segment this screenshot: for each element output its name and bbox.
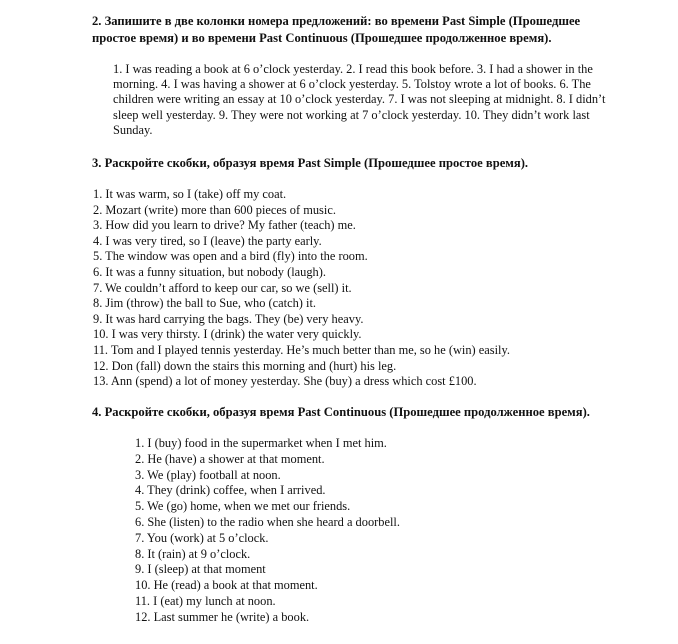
section-4-heading: 4. Раскройте скобки, образуя время Past Continuous (Прошедшее продолженное время). xyxy=(92,405,590,419)
list-item: 9. I (sleep) at that moment xyxy=(135,562,266,577)
list-item: 1. It was warm, so I (take) off my coat. xyxy=(93,187,287,201)
list-item: 3. How did you learn to drive? My father (teach) me. xyxy=(93,218,356,233)
section-3-heading: 3. Раскройте скобки, образуя время Past Simple (Прошедшее простое время). xyxy=(92,156,529,170)
list-item: 2. Mozart (write) more than 600 pieces of music. xyxy=(93,202,336,217)
list-item: 11. Tom and I played tennis yesterday. He’s much better than me, so he (win) easily. xyxy=(93,342,510,357)
list-item: 7. You (work) at 5 o’clock. xyxy=(135,530,269,545)
list-item: 5. The window was open and a bird (fly) into the room. xyxy=(93,249,368,264)
list-item: 1. I (buy) food in the supermarket when I met him. xyxy=(135,436,387,450)
section-2-heading: 2. Запишите в две колонки номера предложений: во времени Past Simple (Прошедшее простое время) и во времени Past Continuous (Прошедшее продолженное время). xyxy=(92,14,581,45)
list-item: 13. Ann (spend) a lot of money yesterday. She (buy) a dress which cost £100. xyxy=(93,374,477,389)
section-3-exercise-list xyxy=(93,187,510,390)
list-item: 12. Don (fall) down the stairs this morning and (hurt) his leg. xyxy=(93,358,397,373)
list-item: 9. It was hard carrying the bags. They (be) very heavy. xyxy=(93,311,364,326)
list-item: 10. I was very thirsty. I (drink) the water very quickly. xyxy=(93,327,362,342)
list-item: 12. Last summer he (write) a book. xyxy=(135,609,310,624)
list-item: 2. He (have) a shower at that moment. xyxy=(135,451,325,466)
list-item: 3. We (play) football at noon. xyxy=(135,467,281,482)
section-4-exercise-list xyxy=(135,436,400,626)
list-item: 8. Jim (throw) the ball to Sue, who (catch) it. xyxy=(93,296,316,311)
list-item: 5. We (go) home, when we met our friends. xyxy=(135,499,351,514)
section-2-sentences: 1. I was reading a book at 6 o’clock yesterday. 2. I read this book before. 3. I had a shower in the morning. 4. I was having a shower at 6 o’clock yesterday. 5. Tolstoy wrote a lot of books. 6. The children were writing an essay at 10 o’clock yesterday. 7. I was not sleeping at midnight. 8. I didn’t sleep well yesterday. 9. They were not working at 7 o’clock yesterday. 10. They didn’t work last Sunday. xyxy=(113,62,606,137)
list-item: 4. They (drink) coffee, when I arrived. xyxy=(135,483,326,498)
list-item: 10. He (read) a book at that moment. xyxy=(135,578,318,593)
list-item: 6. She (listen) to the radio when she heard a doorbell. xyxy=(135,514,400,529)
list-item: 11. I (eat) my lunch at noon. xyxy=(135,593,276,608)
list-item: 7. We couldn’t afford to keep our car, so we (sell) it. xyxy=(93,280,352,295)
list-item: 4. I was very tired, so I (leave) the party early. xyxy=(93,233,322,248)
list-item: 6. It was a funny situation, but nobody (laugh). xyxy=(93,264,326,279)
list-item: 8. It (rain) at 9 o’clock. xyxy=(135,546,251,561)
